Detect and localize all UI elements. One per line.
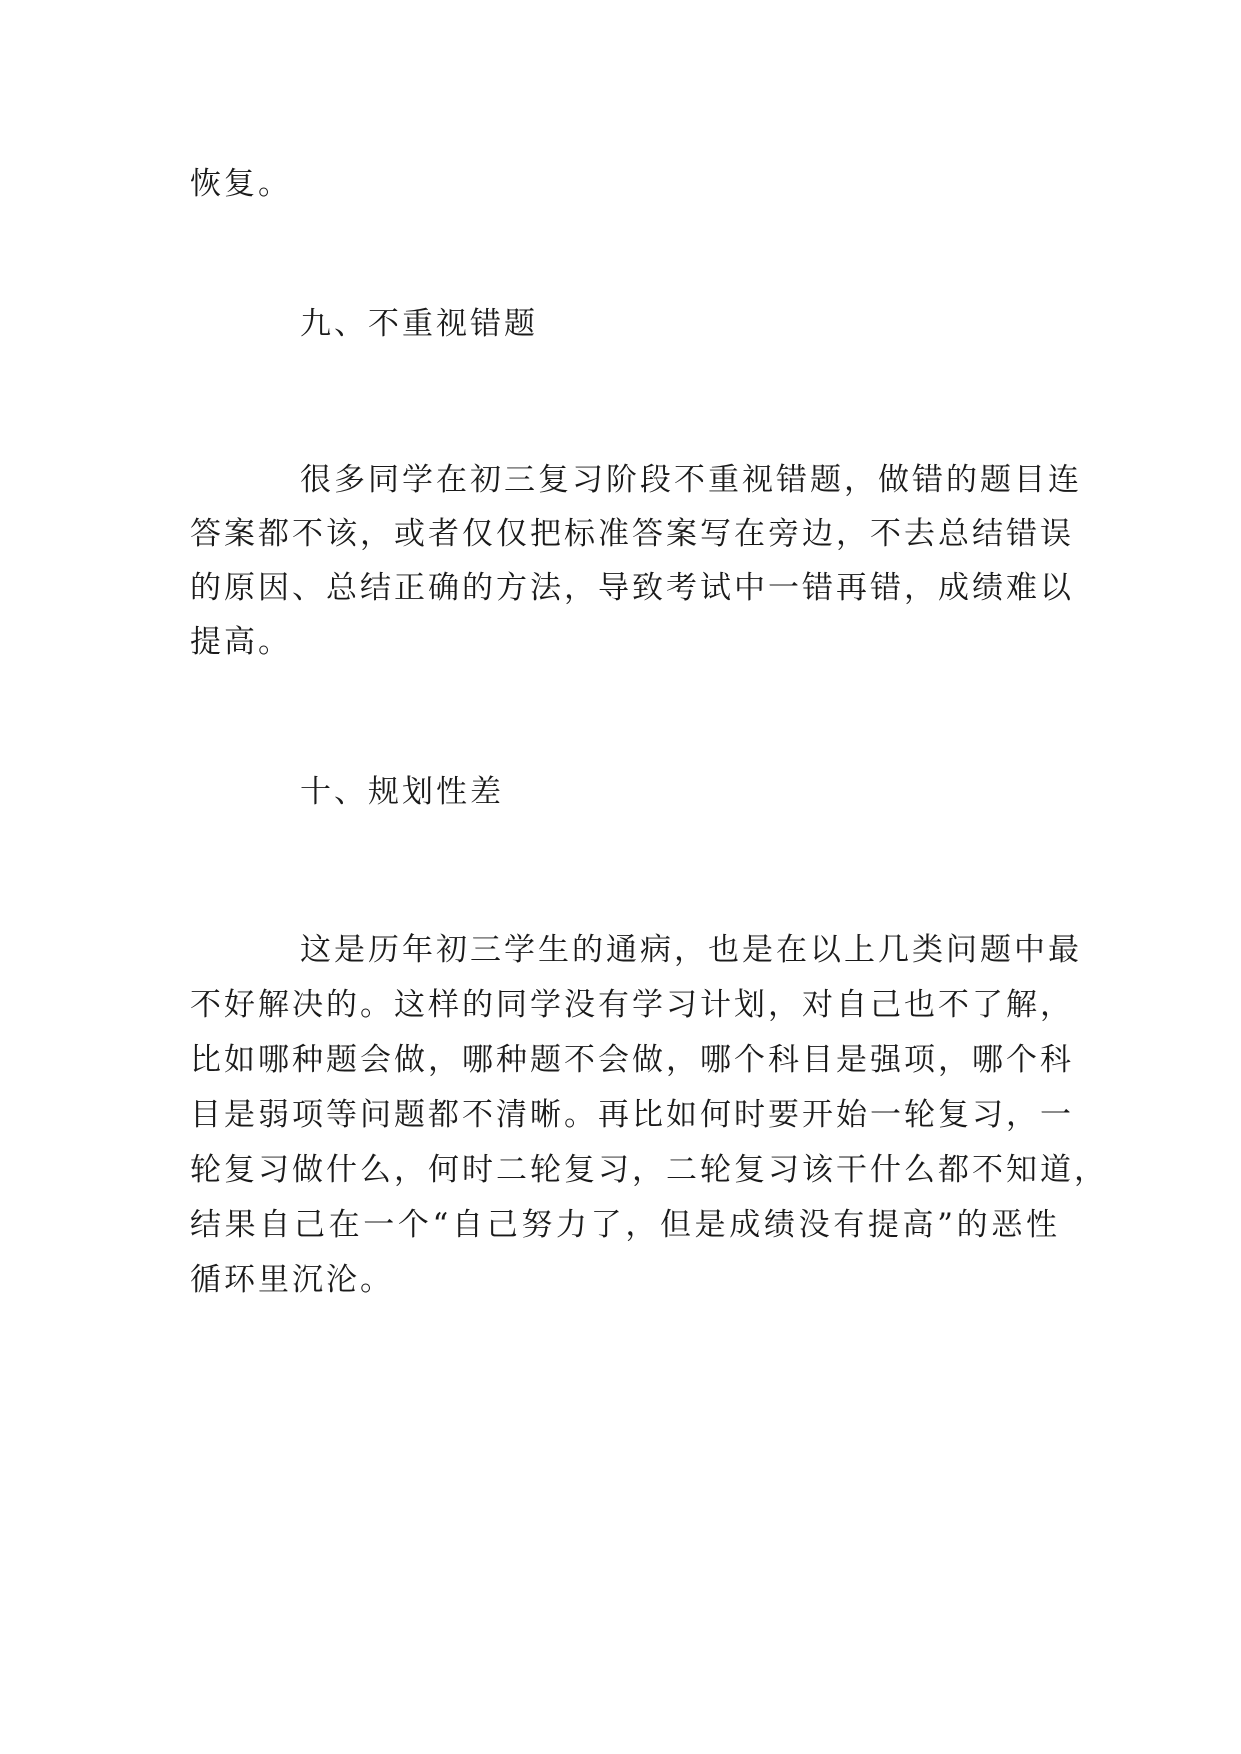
paragraph-9-line-2: 答案都不该，或者仅仅把标准答案写在旁边，不去总结错误 — [190, 516, 1074, 552]
paragraph-10-line-4: 目是弱项等问题都不清晰。再比如何时要开始一轮复习，一 — [190, 1097, 1074, 1133]
paragraph-10-line-5: 轮复习做什么，何时二轮复习，二轮复习该干什么都不知道， — [190, 1152, 1108, 1188]
paragraph-10-line-6: 结果自己在一个“自己努力了，但是成绩没有提高”的恶性 — [190, 1207, 1060, 1243]
paragraph-9-line-3: 的原因、总结正确的方法，导致考试中一错再错，成绩难以 — [190, 570, 1074, 606]
paragraph-10-line-2: 不好解决的。这样的同学没有学习计划，对自己也不了解， — [190, 987, 1074, 1023]
paragraph-9-line-1: 很多同学在初三复习阶段不重视错题，做错的题目连 — [300, 462, 1082, 498]
paragraph-tail-line: 恢复。 — [190, 166, 292, 202]
section-heading-9: 九、不重视错题 — [300, 306, 538, 342]
section-heading-10: 十、规划性差 — [300, 774, 504, 810]
paragraph-10-line-3: 比如哪种题会做，哪种题不会做，哪个科目是强项，哪个科 — [190, 1042, 1074, 1078]
paragraph-9-line-4: 提高。 — [190, 624, 292, 660]
paragraph-10-line-1: 这是历年初三学生的通病，也是在以上几类问题中最 — [300, 932, 1082, 968]
paragraph-10-line-7: 循环里沉沦。 — [190, 1262, 394, 1298]
